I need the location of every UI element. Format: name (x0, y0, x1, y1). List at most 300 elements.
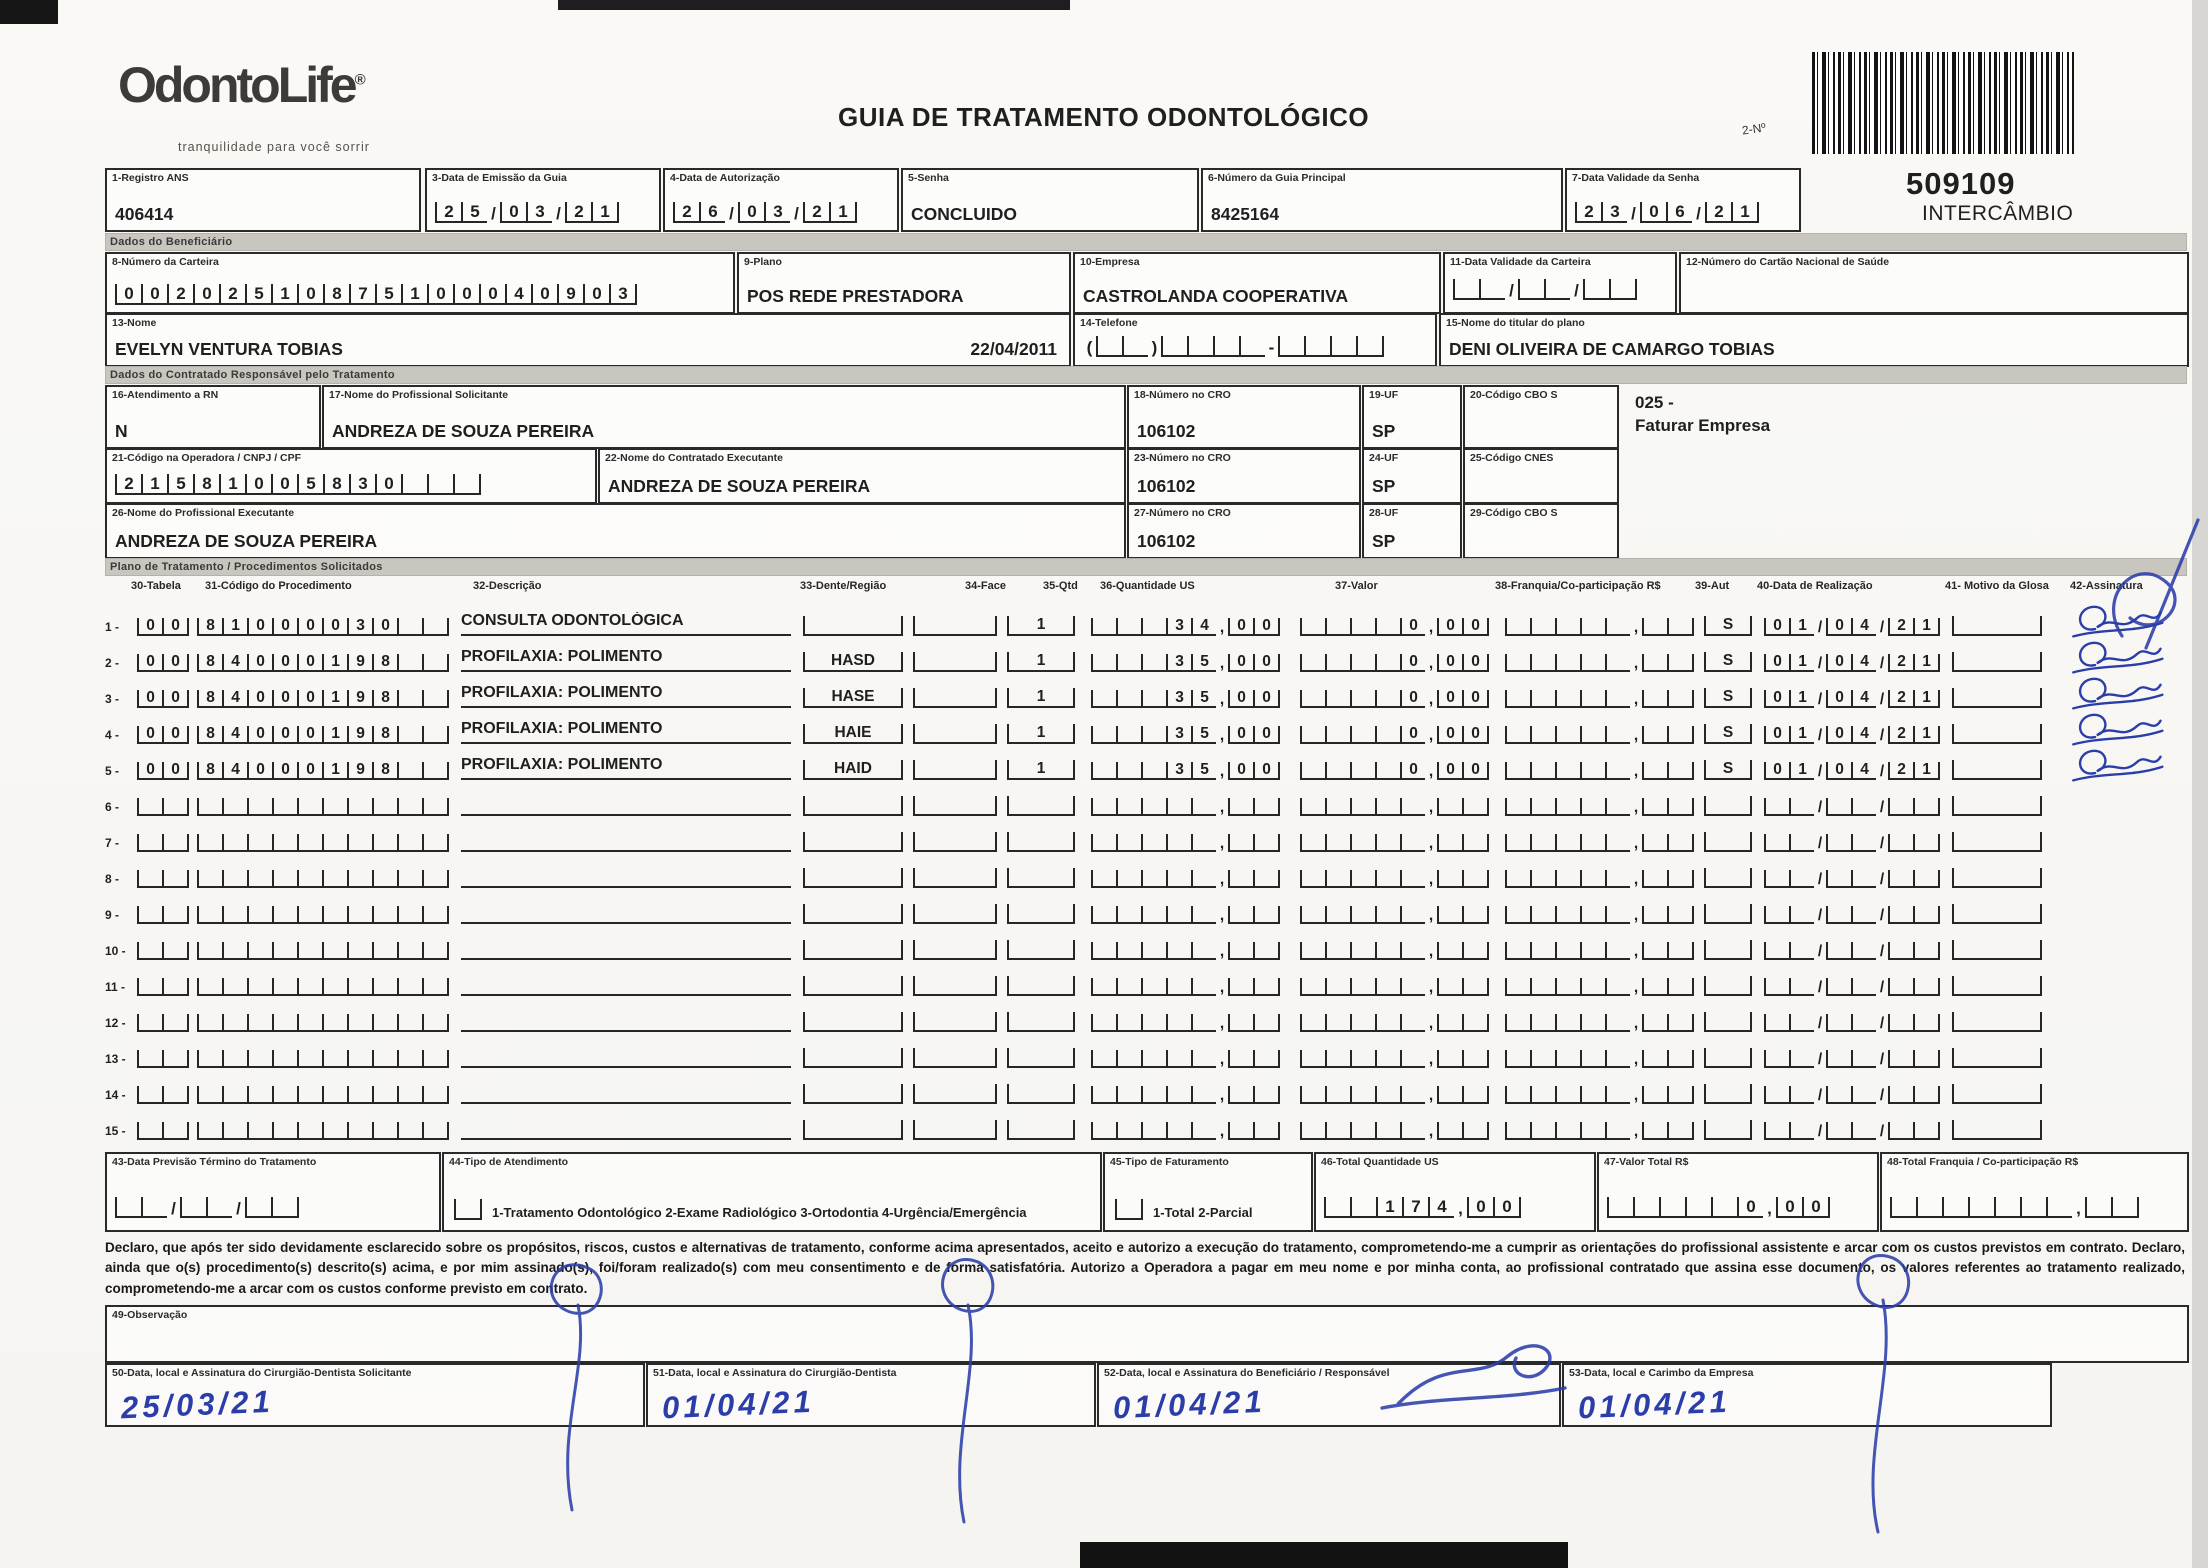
box-separator: , (1633, 1122, 1639, 1140)
box-separator: ) (1151, 338, 1158, 357)
digit-box (397, 942, 422, 960)
digit-box (1555, 1086, 1580, 1104)
digit-box (372, 1050, 397, 1068)
box-separator: , (1633, 1086, 1639, 1104)
digit-box (115, 1197, 141, 1218)
field-value: N (115, 421, 128, 441)
digit-box (1300, 690, 1325, 708)
digit-box (1642, 1014, 1667, 1032)
box-separator: , (1219, 1086, 1225, 1104)
digit-box: 1 (1789, 618, 1814, 636)
digit-box: 0 (1640, 202, 1666, 223)
dente-regiao-box (803, 904, 903, 924)
digit-box (1555, 942, 1580, 960)
descricao-line: PROFILAXIA: POLIMENTO (461, 756, 791, 780)
digit-box (222, 798, 247, 816)
digit-box (1462, 798, 1489, 816)
col-header-quantidade-us: 36-Quantidade US (1100, 580, 1195, 592)
digit-box (1851, 1086, 1876, 1104)
box-separator: , (1633, 1014, 1639, 1032)
digit-box: 0 (1400, 690, 1425, 708)
digit-box (1350, 906, 1375, 924)
digit-box (397, 870, 422, 888)
digit-box (397, 1050, 422, 1068)
digit-box (197, 798, 222, 816)
descricao-line (461, 1080, 791, 1104)
procedure-row (105, 708, 2185, 744)
codigo-boxes (197, 978, 449, 996)
box-separator: , (1428, 1050, 1434, 1068)
digit-box (297, 1014, 322, 1032)
form-title: GUIA DE TRATAMENTO ODONTOLÓGICO (838, 102, 1370, 132)
tabela-boxes (137, 834, 189, 852)
digit-box: 0 (1400, 726, 1425, 744)
valor-boxes (1300, 690, 1489, 708)
qtd-box (1007, 796, 1075, 816)
box-separator: , (1428, 1122, 1434, 1140)
field-profissional-solicitante (322, 385, 1126, 449)
data-realizacao-boxes (1764, 1050, 1940, 1068)
digit-box: 0 (1826, 690, 1851, 708)
digit-box (1789, 942, 1814, 960)
digit-boxes (1324, 1197, 1521, 1223)
box-separator: / (1817, 834, 1823, 852)
digit-box (2085, 1197, 2111, 1218)
qtd-box: 1 (1007, 616, 1075, 636)
codigo-boxes (197, 870, 449, 888)
digit-box (1191, 942, 1216, 960)
descricao-line (461, 1116, 791, 1140)
procedure-row (105, 600, 2185, 636)
field-observacao (105, 1305, 2189, 1363)
field-numero-carteira (105, 252, 735, 314)
motivo-glosa-box (1952, 868, 2042, 888)
field-cnes (1463, 448, 1619, 504)
digit-box (372, 1086, 397, 1104)
field-plano (737, 252, 1071, 314)
digit-box (1580, 726, 1605, 744)
row-number: 9 - (105, 908, 120, 922)
digit-box: 8 (197, 762, 222, 780)
digit-box: 0 (1776, 1197, 1802, 1218)
field-label: 24-UF (1369, 452, 1399, 464)
digit-box (1228, 1086, 1253, 1104)
digit-box (1913, 1086, 1940, 1104)
digit-box (1141, 1086, 1166, 1104)
digit-box (1375, 726, 1400, 744)
face-box (913, 652, 997, 672)
aut-box (1704, 1120, 1752, 1140)
qtd-box (1007, 1012, 1075, 1032)
digit-box (162, 906, 189, 924)
digit-box (397, 1014, 422, 1032)
digit-box (1300, 978, 1325, 996)
field-label: 16-Atendimento a RN (112, 389, 219, 401)
digit-box (422, 798, 449, 816)
dente-regiao-box (803, 1084, 903, 1104)
row-number: 6 - (105, 800, 120, 814)
digit-box (297, 834, 322, 852)
aut-box: S (1704, 760, 1752, 780)
digit-box (1605, 870, 1630, 888)
assinatura-cell (2050, 602, 2185, 636)
digit-box (1505, 834, 1530, 852)
motivo-glosa-box (1952, 1084, 2042, 1104)
box-separator: , (1219, 1014, 1225, 1032)
digit-box (180, 1197, 206, 1218)
motivo-glosa-box (1952, 616, 2042, 636)
field-label: 45-Tipo de Faturamento (1110, 1156, 1229, 1168)
field-value: 106102 (1137, 421, 1196, 441)
box-separator: , (1428, 762, 1434, 780)
digit-box (1789, 906, 1814, 924)
field-value: DENI OLIVEIRA DE CAMARGO TOBIAS (1449, 339, 1775, 359)
digit-box: 0 (1437, 618, 1462, 636)
box-separator: / (491, 204, 496, 224)
digit-box (1324, 1197, 1350, 1218)
digit-box: 0 (247, 654, 272, 672)
digit-box (1375, 1014, 1400, 1032)
digit-box (1228, 834, 1253, 852)
digit-box: 0 (1437, 654, 1462, 672)
descricao-line: PROFILAXIA: POLIMENTO (461, 648, 791, 672)
box-separator: / (1817, 870, 1823, 888)
col-header-aut: 39-Aut (1695, 580, 1730, 592)
digit-box: 4 (1851, 654, 1876, 672)
field-total-quantidade-us (1314, 1152, 1596, 1232)
digit-box: 0 (1826, 726, 1851, 744)
digit-box: 0 (583, 284, 609, 305)
digit-box (162, 834, 189, 852)
digit-box (1667, 1086, 1694, 1104)
digit-box: 0 (1228, 762, 1253, 780)
digit-box: 1 (1789, 726, 1814, 744)
field-value: CASTROLANDA COOPERATIVA (1083, 286, 1349, 306)
digit-box (272, 1086, 297, 1104)
digit-box (1116, 978, 1141, 996)
field-value: ANDREZA DE SOUZA PEREIRA (332, 421, 595, 441)
digit-box (1325, 690, 1350, 708)
digit-box (1400, 1122, 1425, 1140)
digit-box (1580, 690, 1605, 708)
digit-box: 0 (272, 726, 297, 744)
field-guia-principal (1201, 168, 1563, 232)
digit-box (1505, 942, 1530, 960)
digit-box (1826, 1014, 1851, 1032)
col-header-franquia: 38-Franquia/Co-participação R$ (1495, 580, 1661, 592)
quantidade-us-boxes (1091, 834, 1280, 852)
digit-box (1530, 1050, 1555, 1068)
field-value: ANDREZA DE SOUZA PEREIRA (608, 476, 871, 496)
digit-box: 3 (1166, 762, 1191, 780)
field-value: ANDREZA DE SOUZA PEREIRA (115, 531, 378, 551)
digit-box: 4 (1851, 726, 1876, 744)
aut-box (1704, 868, 1752, 888)
digit-box: 2 (1888, 618, 1913, 636)
box-separator: , (1428, 942, 1434, 960)
digit-box (1789, 798, 1814, 816)
digit-box: 0 (1228, 726, 1253, 744)
digit-box (347, 978, 372, 996)
tabela-boxes (137, 942, 189, 960)
box-separator: , (2076, 1199, 2081, 1219)
digit-box (1141, 978, 1166, 996)
digit-box (397, 1122, 422, 1140)
digit-box (1141, 906, 1166, 924)
row-number: 4 - (105, 728, 120, 742)
digit-box (1580, 618, 1605, 636)
face-box (913, 940, 997, 960)
digit-box: 0 (1764, 654, 1789, 672)
digit-box (1605, 726, 1630, 744)
digit-box (1375, 1086, 1400, 1104)
digit-box (1888, 906, 1913, 924)
digit-box (1667, 978, 1694, 996)
digit-box (427, 474, 453, 495)
digit-box: 0 (453, 284, 479, 305)
digit-box (322, 978, 347, 996)
digit-box: 0 (322, 618, 347, 636)
digit-box (1764, 906, 1789, 924)
digit-box: 9 (347, 690, 372, 708)
digit-box: 1 (1789, 762, 1814, 780)
digit-box (1437, 834, 1462, 852)
tabela-boxes (137, 690, 189, 708)
digit-box (1764, 942, 1789, 960)
digit-box (1530, 654, 1555, 672)
procedure-row (105, 852, 2185, 888)
digit-box (1789, 1086, 1814, 1104)
digit-box (1580, 1050, 1605, 1068)
digit-box (271, 1197, 299, 1218)
digit-box: 0 (1462, 762, 1489, 780)
box-separator: , (1633, 942, 1639, 960)
franquia-boxes (1505, 942, 1694, 960)
digit-box: 1 (1376, 1197, 1402, 1218)
section-label: Dados do Beneficiário (110, 236, 233, 248)
face-box (913, 724, 997, 744)
aut-box: S (1704, 688, 1752, 708)
digit-box (372, 906, 397, 924)
digit-box (1642, 798, 1667, 816)
field-label: 9-Plano (744, 256, 782, 268)
qtd-box (1007, 832, 1075, 852)
digit-box (1350, 762, 1375, 780)
digit-box: 3 (349, 474, 375, 495)
box-separator: / (1879, 618, 1885, 636)
digit-box (372, 798, 397, 816)
digit-box (1166, 870, 1191, 888)
digit-box (297, 1086, 322, 1104)
tabela-boxes (137, 654, 189, 672)
dente-regiao-box (803, 1048, 903, 1068)
digit-box (1116, 762, 1141, 780)
valor-boxes (1300, 942, 1489, 960)
digit-box (1116, 1086, 1141, 1104)
digit-box: 0 (1437, 690, 1462, 708)
digit-box (1789, 870, 1814, 888)
digit-box (297, 1122, 322, 1140)
digit-box (1764, 870, 1789, 888)
quantidade-us-boxes (1091, 1050, 1280, 1068)
digit-box (297, 942, 322, 960)
section-label: Plano de Tratamento / Procedimentos Solicitados (110, 561, 383, 573)
field-registro-ans (105, 168, 421, 232)
digit-box (141, 1197, 167, 1218)
digit-box: 0 (297, 284, 323, 305)
digit-box (162, 1014, 189, 1032)
digit-box (222, 978, 247, 996)
digit-box (1826, 906, 1851, 924)
row-number: 3 - (105, 692, 120, 706)
digit-box: 0 (372, 618, 397, 636)
digit-box (1300, 906, 1325, 924)
assinatura-cell (2050, 710, 2185, 744)
digit-box: 0 (1400, 654, 1425, 672)
box-separator: / (1631, 204, 1636, 224)
digit-box (1462, 942, 1489, 960)
digit-box (347, 1122, 372, 1140)
digit-box (1580, 942, 1605, 960)
field-data-autorizacao (663, 168, 899, 232)
digit-box (1141, 942, 1166, 960)
digit-box (162, 1122, 189, 1140)
digit-box: 0 (1462, 726, 1489, 744)
field-uf-executante (1362, 448, 1462, 504)
field-label: 43-Data Previsão Término do Tratamento (112, 1156, 317, 1168)
digit-box (247, 1086, 272, 1104)
digit-box: 0 (500, 202, 526, 223)
digit-box (1667, 726, 1694, 744)
field-profissional-executante (105, 503, 1126, 559)
digit-box (453, 474, 481, 495)
box-separator: / (1817, 1086, 1823, 1104)
qtd-box (1007, 940, 1075, 960)
franquia-boxes (1505, 906, 1694, 924)
faturar-empresa-note (1635, 392, 1770, 438)
quantidade-us-boxes (1091, 654, 1280, 672)
digit-box (1530, 726, 1555, 744)
quantidade-us-boxes (1091, 690, 1280, 708)
box-separator: / (1879, 1014, 1885, 1032)
digit-box (162, 870, 189, 888)
digit-box: 0 (247, 618, 272, 636)
digit-box: 1 (1913, 654, 1940, 672)
codigo-boxes (197, 654, 449, 672)
digit-box (1091, 1086, 1116, 1104)
box-separator: / (1817, 798, 1823, 816)
qtd-box (1007, 976, 1075, 996)
qtd-box: 1 (1007, 724, 1075, 744)
row-number: 14 - (105, 1088, 126, 1102)
digit-box (1116, 1050, 1141, 1068)
face-box (913, 1120, 997, 1140)
motivo-glosa-box (1952, 1120, 2042, 1140)
digit-box (1350, 1122, 1375, 1140)
row-number: 11 - (105, 980, 126, 994)
digit-box (272, 942, 297, 960)
digit-box (422, 618, 449, 636)
digit-box (1530, 978, 1555, 996)
digit-box (1916, 1197, 1942, 1218)
digit-box (1826, 942, 1851, 960)
quantidade-us-boxes (1091, 870, 1280, 888)
digit-box: 0 (162, 726, 189, 744)
digit-box (1913, 1050, 1940, 1068)
procedure-row (105, 924, 2185, 960)
digit-box (247, 1014, 272, 1032)
digit-box (1325, 726, 1350, 744)
digit-box (372, 942, 397, 960)
box-separator: / (1879, 654, 1885, 672)
digit-box (1400, 870, 1425, 888)
digit-box (1191, 834, 1216, 852)
digit-box (1555, 654, 1580, 672)
digit-box (1605, 762, 1630, 780)
digit-box (1375, 834, 1400, 852)
digit-box (1300, 762, 1325, 780)
digit-box (1325, 1014, 1350, 1032)
digit-box: 1 (271, 284, 297, 305)
digit-box: 0 (297, 654, 322, 672)
box-separator: / (556, 204, 561, 224)
digit-box (1888, 1050, 1913, 1068)
digit-box (2046, 1197, 2072, 1218)
digit-box (1642, 978, 1667, 996)
data-realizacao-boxes (1764, 978, 1940, 996)
digit-box: 5 (167, 474, 193, 495)
data-realizacao-boxes (1764, 654, 1940, 672)
field-label: 5-Senha (908, 172, 949, 184)
data-realizacao-boxes (1764, 1086, 1940, 1104)
digit-box (1091, 762, 1116, 780)
field-uf-profissional (1362, 503, 1462, 559)
digit-box (422, 870, 449, 888)
digit-box: 4 (222, 654, 247, 672)
digit-box (1789, 1122, 1814, 1140)
digit-box: 3 (1166, 726, 1191, 744)
field-value: CONCLUIDO (911, 204, 1017, 224)
box-separator: , (1428, 870, 1434, 888)
digit-box: 3 (609, 284, 637, 305)
field-label: 20-Código CBO S (1470, 389, 1558, 401)
digit-box: 7 (1402, 1197, 1428, 1218)
digit-boxes (115, 474, 481, 495)
digit-box (1400, 942, 1425, 960)
field-previsao-termino (105, 1152, 441, 1232)
digit-box (1667, 690, 1694, 708)
box-separator: / (1817, 762, 1823, 780)
digit-box (247, 1122, 272, 1140)
valor-boxes (1300, 618, 1489, 636)
box-separator: / (1879, 978, 1885, 996)
digit-box (1253, 1014, 1280, 1032)
digit-box: 0 (1764, 726, 1789, 744)
digit-box: 8 (193, 474, 219, 495)
field-label: 46-Total Quantidade US (1321, 1156, 1439, 1168)
box-separator: , (1219, 726, 1225, 744)
digit-box (1505, 1014, 1530, 1032)
field-valor-total (1597, 1152, 1879, 1232)
digit-box (1228, 798, 1253, 816)
digit-box: 9 (347, 726, 372, 744)
digit-box (1462, 906, 1489, 924)
field-label: 25-Código CNES (1470, 452, 1554, 464)
digit-box (222, 1050, 247, 1068)
digit-box: 1 (322, 726, 347, 744)
digit-box (397, 834, 422, 852)
digit-box (1888, 942, 1913, 960)
